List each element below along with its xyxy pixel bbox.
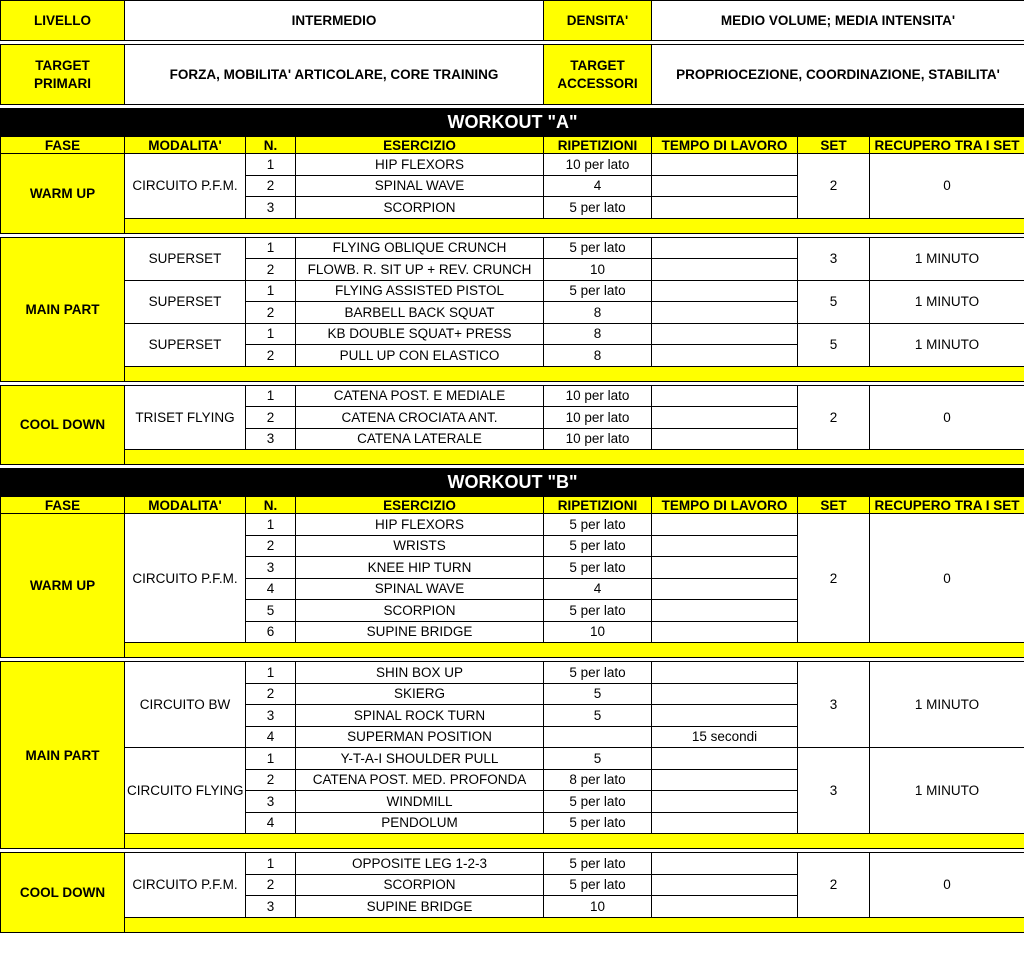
exercise-reps: 5 per lato: [544, 812, 652, 834]
exercise-row: [1, 662, 1024, 684]
exercise-reps: 5 per lato: [544, 853, 652, 875]
exercise-row: [1, 280, 1024, 302]
exercise-row: [1, 853, 1024, 875]
modality: CIRCUITO P.F.M.: [125, 154, 246, 219]
exercise-number: 3: [246, 896, 296, 918]
exercise-reps: 5 per lato: [544, 557, 652, 579]
exercise-number: 1: [246, 280, 296, 302]
densita-value: MEDIO VOLUME; MEDIA INTENSITA': [652, 1, 1024, 41]
exercise-name: SCORPION: [296, 197, 544, 219]
exercise-name: KB DOUBLE SQUAT+ PRESS: [296, 323, 544, 345]
exercise-row: [1, 237, 1024, 259]
set-count: 5: [798, 323, 870, 366]
exercise-time: [652, 280, 798, 302]
section-spacer: [1, 450, 1024, 465]
rest-time: 0: [870, 514, 1024, 643]
exercise-reps: 10 per lato: [544, 154, 652, 176]
exercise-time: [652, 896, 798, 918]
livello-label: LIVELLO: [1, 1, 125, 41]
exercise-number: 3: [246, 197, 296, 219]
exercise-number: 1: [246, 154, 296, 176]
modality: SUPERSET: [125, 280, 246, 323]
exercise-number: 4: [246, 578, 296, 600]
modality: TRISET FLYING: [125, 385, 246, 450]
column-header-ripetizioni: RIPETIZIONI: [544, 137, 652, 154]
workout-banner: [1, 469, 1024, 497]
exercise-time: [652, 237, 798, 259]
warm-up-phase: WARM UP: [1, 514, 125, 658]
set-count: 3: [798, 237, 870, 280]
exercise-reps: 5 per lato: [544, 662, 652, 684]
exercise-number: 2: [246, 535, 296, 557]
set-count: 3: [798, 662, 870, 748]
livello-value: INTERMEDIO: [125, 1, 544, 41]
exercise-number: 4: [246, 726, 296, 748]
exercise-name: SUPINE BRIDGE: [296, 621, 544, 643]
main-part-phase: MAIN PART: [1, 237, 125, 381]
exercise-time: [652, 683, 798, 705]
exercise-reps: 10: [544, 896, 652, 918]
exercise-number: 2: [246, 407, 296, 429]
exercise-name: SCORPION: [296, 600, 544, 622]
spacer-cell: [125, 917, 1024, 932]
section-spacer: [1, 643, 1024, 658]
spacer-cell: [125, 218, 1024, 233]
exercise-name: WRISTS: [296, 535, 544, 557]
exercise-number: 6: [246, 621, 296, 643]
modality: CIRCUITO BW: [125, 662, 246, 748]
column-header-tempo: TEMPO DI LAVORO: [652, 497, 798, 514]
exercise-number: 1: [246, 662, 296, 684]
section-spacer: [1, 218, 1024, 233]
exercise-reps: 5 per lato: [544, 600, 652, 622]
exercise-number: 3: [246, 791, 296, 813]
column-header-fase: FASE: [1, 137, 125, 154]
exercise-number: 1: [246, 385, 296, 407]
exercise-number: 3: [246, 428, 296, 450]
densita-label: DENSITA': [544, 1, 652, 41]
exercise-reps: 4: [544, 578, 652, 600]
modality: CIRCUITO FLYING: [125, 748, 246, 834]
header-row-livello: [1, 1, 1024, 41]
exercise-name: PENDOLUM: [296, 812, 544, 834]
column-header-esercizio: ESERCIZIO: [296, 137, 544, 154]
spacer-cell: [125, 643, 1024, 658]
target-primari-label: TARGET PRIMARI: [1, 45, 125, 105]
exercise-time: [652, 621, 798, 643]
exercise-number: 2: [246, 175, 296, 197]
exercise-row: [1, 323, 1024, 345]
cool-down-phase: COOL DOWN: [1, 853, 125, 933]
exercise-name: SPINAL ROCK TURN: [296, 705, 544, 727]
exercise-name: Y-T-A-I SHOULDER PULL: [296, 748, 544, 770]
set-count: 2: [798, 514, 870, 643]
target-accessori-label: TARGET ACCESSORI: [544, 45, 652, 105]
rest-time: 1 MINUTO: [870, 237, 1024, 280]
exercise-number: 2: [246, 874, 296, 896]
exercise-number: 3: [246, 557, 296, 579]
spacer-cell: [125, 366, 1024, 381]
exercise-name: CATENA LATERALE: [296, 428, 544, 450]
exercise-time: [652, 812, 798, 834]
exercise-reps: 5 per lato: [544, 874, 652, 896]
exercise-number: 1: [246, 748, 296, 770]
exercise-reps: 10 per lato: [544, 428, 652, 450]
exercise-name: WINDMILL: [296, 791, 544, 813]
exercise-name: SPINAL WAVE: [296, 175, 544, 197]
set-count: 5: [798, 280, 870, 323]
section-spacer: [1, 366, 1024, 381]
exercise-name: SHIN BOX UP: [296, 662, 544, 684]
workout-banner: [1, 109, 1024, 137]
warm-up-phase: WARM UP: [1, 154, 125, 234]
exercise-number: 3: [246, 705, 296, 727]
column-header-tempo: TEMPO DI LAVORO: [652, 137, 798, 154]
column-header-n: N.: [246, 497, 296, 514]
rest-time: 1 MINUTO: [870, 748, 1024, 834]
exercise-reps: 10: [544, 621, 652, 643]
exercise-reps: 5 per lato: [544, 514, 652, 536]
rest-time: 0: [870, 154, 1024, 219]
exercise-name: FLYING ASSISTED PISTOL: [296, 280, 544, 302]
modality: SUPERSET: [125, 323, 246, 366]
workout-title: WORKOUT "B": [1, 469, 1024, 497]
set-count: 2: [798, 853, 870, 918]
exercise-time: [652, 791, 798, 813]
exercise-reps: 5 per lato: [544, 197, 652, 219]
exercise-reps: 10 per lato: [544, 385, 652, 407]
exercise-reps: 10: [544, 259, 652, 281]
exercise-time: [652, 853, 798, 875]
column-header-set: SET: [798, 137, 870, 154]
exercise-name: BARBELL BACK SQUAT: [296, 302, 544, 324]
exercise-reps: 8 per lato: [544, 769, 652, 791]
exercise-time: [652, 748, 798, 770]
exercise-name: KNEE HIP TURN: [296, 557, 544, 579]
exercise-time: [652, 769, 798, 791]
exercise-reps: 4: [544, 175, 652, 197]
exercise-name: CATENA POST. MED. PROFONDA: [296, 769, 544, 791]
column-header-set: SET: [798, 497, 870, 514]
exercise-name: HIP FLEXORS: [296, 154, 544, 176]
exercise-time: [652, 578, 798, 600]
exercise-name: SCORPION: [296, 874, 544, 896]
exercise-name: OPPOSITE LEG 1-2-3: [296, 853, 544, 875]
exercise-reps: 8: [544, 302, 652, 324]
column-header-ripetizioni: RIPETIZIONI: [544, 497, 652, 514]
exercise-row: [1, 748, 1024, 770]
exercise-reps: [544, 726, 652, 748]
workout-title: WORKOUT "A": [1, 109, 1024, 137]
exercise-number: 1: [246, 853, 296, 875]
column-header-fase: FASE: [1, 497, 125, 514]
exercise-number: 2: [246, 345, 296, 367]
exercise-time: [652, 175, 798, 197]
exercise-time: [652, 345, 798, 367]
set-count: 2: [798, 385, 870, 450]
exercise-time: [652, 600, 798, 622]
target-accessori-value: PROPRIOCEZIONE, COORDINAZIONE, STABILITA': [652, 45, 1024, 105]
exercise-time: [652, 323, 798, 345]
rest-time: 1 MINUTO: [870, 323, 1024, 366]
exercise-number: 1: [246, 323, 296, 345]
exercise-name: CATENA CROCIATA ANT.: [296, 407, 544, 429]
exercise-time: [652, 662, 798, 684]
cool-down-phase: COOL DOWN: [1, 385, 125, 465]
modality: SUPERSET: [125, 237, 246, 280]
target-primari-value: FORZA, MOBILITA' ARTICOLARE, CORE TRAINING: [125, 45, 544, 105]
exercise-time: [652, 154, 798, 176]
exercise-time: [652, 385, 798, 407]
exercise-name: CATENA POST. E MEDIALE: [296, 385, 544, 407]
exercise-time: [652, 302, 798, 324]
exercise-time: [652, 557, 798, 579]
rest-time: 1 MINUTO: [870, 280, 1024, 323]
spacer-cell: [125, 834, 1024, 849]
rest-time: 0: [870, 853, 1024, 918]
column-header-n: N.: [246, 137, 296, 154]
exercise-name: SPINAL WAVE: [296, 578, 544, 600]
exercise-row: [1, 385, 1024, 407]
main-part-phase: MAIN PART: [1, 662, 125, 849]
exercise-time: [652, 514, 798, 536]
exercise-number: 5: [246, 600, 296, 622]
exercise-reps: 8: [544, 345, 652, 367]
exercise-reps: 5 per lato: [544, 237, 652, 259]
exercise-time: [652, 874, 798, 896]
exercise-reps: 10 per lato: [544, 407, 652, 429]
exercise-number: 2: [246, 683, 296, 705]
modality: CIRCUITO P.F.M.: [125, 514, 246, 643]
exercise-number: 2: [246, 302, 296, 324]
exercise-time: 15 secondi: [652, 726, 798, 748]
exercise-number: 4: [246, 812, 296, 834]
exercise-name: SKIERG: [296, 683, 544, 705]
exercise-reps: 5: [544, 683, 652, 705]
exercise-time: [652, 259, 798, 281]
exercise-reps: 8: [544, 323, 652, 345]
exercise-time: [652, 428, 798, 450]
exercise-name: FLYING OBLIQUE CRUNCH: [296, 237, 544, 259]
exercise-time: [652, 407, 798, 429]
exercise-number: 1: [246, 237, 296, 259]
exercise-reps: 5 per lato: [544, 280, 652, 302]
header-row-target: [1, 45, 1024, 105]
exercise-number: 2: [246, 769, 296, 791]
exercise-reps: 5: [544, 705, 652, 727]
exercise-time: [652, 197, 798, 219]
column-header-recupero: RECUPERO TRA I SET: [870, 137, 1024, 154]
modality: CIRCUITO P.F.M.: [125, 853, 246, 918]
column-header-row: [1, 137, 1024, 154]
exercise-time: [652, 535, 798, 557]
exercise-name: SUPINE BRIDGE: [296, 896, 544, 918]
section-spacer: [1, 917, 1024, 932]
set-count: 2: [798, 154, 870, 219]
rest-time: 0: [870, 385, 1024, 450]
exercise-number: 2: [246, 259, 296, 281]
exercise-name: HIP FLEXORS: [296, 514, 544, 536]
section-spacer: [1, 834, 1024, 849]
exercise-name: FLOWB. R. SIT UP + REV. CRUNCH: [296, 259, 544, 281]
set-count: 3: [798, 748, 870, 834]
column-header-modalita: MODALITA': [125, 137, 246, 154]
column-header-row: [1, 497, 1024, 514]
exercise-time: [652, 705, 798, 727]
column-header-recupero: RECUPERO TRA I SET: [870, 497, 1024, 514]
exercise-number: 1: [246, 514, 296, 536]
rest-time: 1 MINUTO: [870, 662, 1024, 748]
exercise-name: PULL UP CON ELASTICO: [296, 345, 544, 367]
exercise-name: SUPERMAN POSITION: [296, 726, 544, 748]
exercise-reps: 5 per lato: [544, 791, 652, 813]
exercise-reps: 5 per lato: [544, 535, 652, 557]
exercise-reps: 5: [544, 748, 652, 770]
column-header-esercizio: ESERCIZIO: [296, 497, 544, 514]
exercise-row: [1, 154, 1024, 176]
column-header-modalita: MODALITA': [125, 497, 246, 514]
spacer-cell: [125, 450, 1024, 465]
exercise-row: [1, 514, 1024, 536]
